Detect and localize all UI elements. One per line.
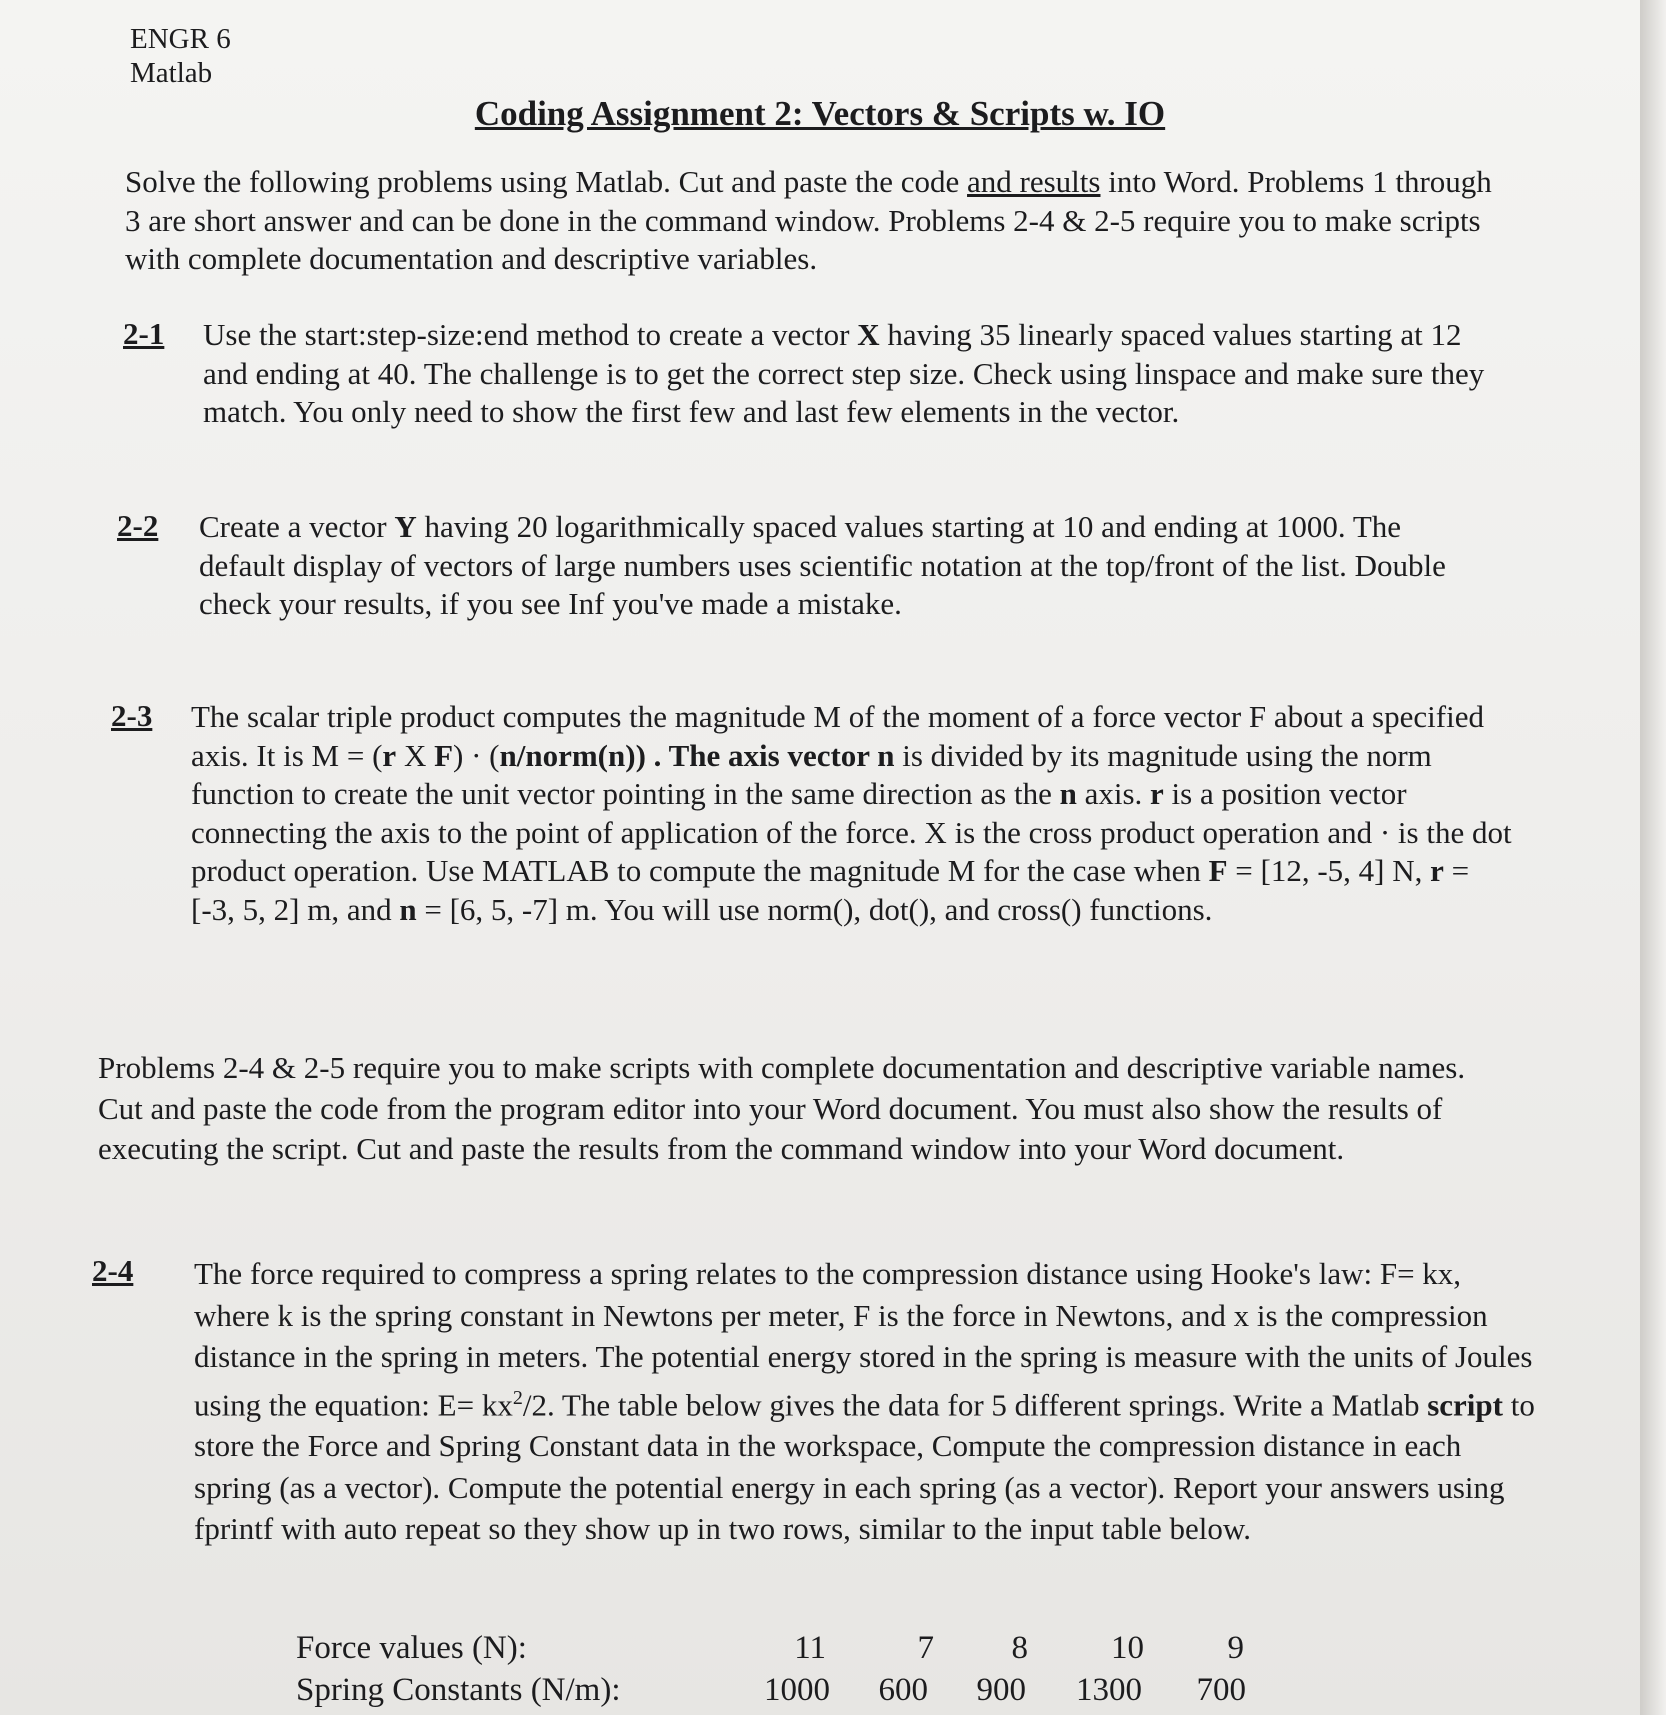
p4-superscript: 2 xyxy=(512,1386,523,1409)
p3-s10: = [-3, 5, 2] m, and xyxy=(191,853,1470,927)
force-value-1: 11 xyxy=(794,1630,826,1666)
spring-value-3: 900 xyxy=(976,1672,1026,1708)
p4-t2: /2. The table below gives the data for 5 different springs. Write a Matlab xyxy=(522,1386,1428,1422)
p3-s4: /norm( xyxy=(516,737,609,773)
problem-number-2-2: 2-2 xyxy=(117,508,159,543)
scripts-note-paragraph: Problems 2-4 & 2-5 require you to make scripts with complete documentation and descriptive variable names. Cut and paste the code from the program editor into your Word document. You must also show the results of executing the script. Cut and paste the results from the command window into your Word document. xyxy=(98,1050,1466,1166)
force-value-2: 7 xyxy=(917,1630,934,1666)
p3-f1: F xyxy=(434,737,454,773)
p3-n5: n xyxy=(399,891,417,927)
p3-f2: F xyxy=(1208,853,1228,888)
p3-r1: r xyxy=(382,737,397,773)
intro-paragraph xyxy=(125,163,1505,279)
p2-var-y: Y xyxy=(394,509,417,544)
force-row-label: Force values (N): xyxy=(296,1630,527,1666)
spring-value-5: 700 xyxy=(1196,1672,1246,1708)
problem-number-2-1: 2-1 xyxy=(123,316,165,351)
p3-r3: r xyxy=(1430,853,1444,888)
force-value-4: 10 xyxy=(1111,1630,1144,1666)
course-subject: Matlab xyxy=(130,57,213,89)
spring-value-1: 1000 xyxy=(764,1672,830,1708)
course-code: ENGR 6 xyxy=(130,23,231,55)
p2-text-a: Create a vector xyxy=(199,509,395,544)
page-edge xyxy=(1640,0,1666,1715)
p3-n2: n xyxy=(608,737,626,773)
p3-s9: = [12, -5, 4] N, xyxy=(1227,853,1431,888)
p4-t3: to store the Force and Spring Constant data in the workspace, Compute the compression distance in each spring (as a vector). Compute the potential energy in each spring (as a vector). Report your answers using fprintf with auto repeat so they show up in two rows, similar to the input table below. xyxy=(194,1386,1535,1547)
p3-n3: n xyxy=(877,737,895,773)
p3-s2: X xyxy=(396,737,435,773)
p3-s1: The scalar triple product computes the magnitude M of the moment of a force vector F about a specified axis. It is M = ( xyxy=(191,699,1484,773)
spring-value-2: 600 xyxy=(878,1672,928,1708)
spring-value-4: 1300 xyxy=(1076,1672,1142,1708)
p3-n1: n xyxy=(499,737,517,773)
force-value-3: 8 xyxy=(1011,1630,1028,1666)
force-value-5: 9 xyxy=(1227,1630,1244,1666)
p3-s5: )) . The axis vector xyxy=(625,737,878,773)
p3-r2: r xyxy=(1150,776,1164,811)
problem-2-4-text xyxy=(194,1253,1544,1550)
p4-script-bold: script xyxy=(1427,1386,1503,1422)
p1-text-a: Use the start:step-size:end method to create a vector xyxy=(203,317,858,352)
problem-2-3-text xyxy=(191,698,1516,929)
p3-s8: is a position vector connecting the axis to the point of application of the force. X is the cross product operation and · is the dot product operation. Use MATLAB to compute the magnitude M for the case when xyxy=(191,776,1512,888)
spring-row-label: Spring Constants (N/m): xyxy=(296,1672,621,1708)
intro-text-1: Solve the following problems using Matlab. Cut and paste the code xyxy=(125,164,968,199)
p1-var-x: X xyxy=(857,317,880,352)
problem-number-2-4: 2-4 xyxy=(92,1253,134,1288)
p3-s3: ) · ( xyxy=(453,737,500,773)
problem-2-1-text xyxy=(203,316,1503,432)
problem-2-2-text xyxy=(199,508,1489,624)
p4-t1: The force required to compress a spring relates to the compression distance using Hooke's law: F= kx, where k is the spring constant in Newtons per meter, F is the force in Newtons, and x is the compression distance in the spring in meters. The potential energy stored in the spring is measure with the units of Joules using the equation: E= kx xyxy=(194,1256,1533,1422)
assignment-title: Coding Assignment 2: Vectors & Scripts w. IO xyxy=(474,94,1166,133)
problem-number-2-3: 2-3 xyxy=(111,698,153,733)
intro-text-2: into Word. Problems 1 through 3 are short answer and can be done in the command window. Problems 2-4 & 2-5 require you to make scripts with complete documentation and descriptive variables. xyxy=(125,164,1492,276)
p3-s11: = [6, 5, -7] m. You will use norm(), dot(), and cross() functions. xyxy=(416,891,1213,927)
p3-s7: axis. xyxy=(1076,776,1151,811)
intro-underlined: and results xyxy=(967,164,1101,199)
p3-s6: is divided by its magnitude using the norm function to create the unit vector pointing in the same direction as the xyxy=(191,737,1432,811)
p3-n4: n xyxy=(1059,776,1077,811)
p2-text-b: having 20 logarithmically spaced values starting at 10 and ending at 1000. The default display of vectors of large numbers uses scientific notation at the top/front of the list. Double check your results, if you see Inf you've made a mistake. xyxy=(199,509,1446,621)
p1-text-b: having 35 linearly spaced values starting at 12 and ending at 40. The challenge is to get the correct step size. Check using linspace and make sure they match. You only need to show the first few and last few elements in the vector. xyxy=(203,317,1485,429)
